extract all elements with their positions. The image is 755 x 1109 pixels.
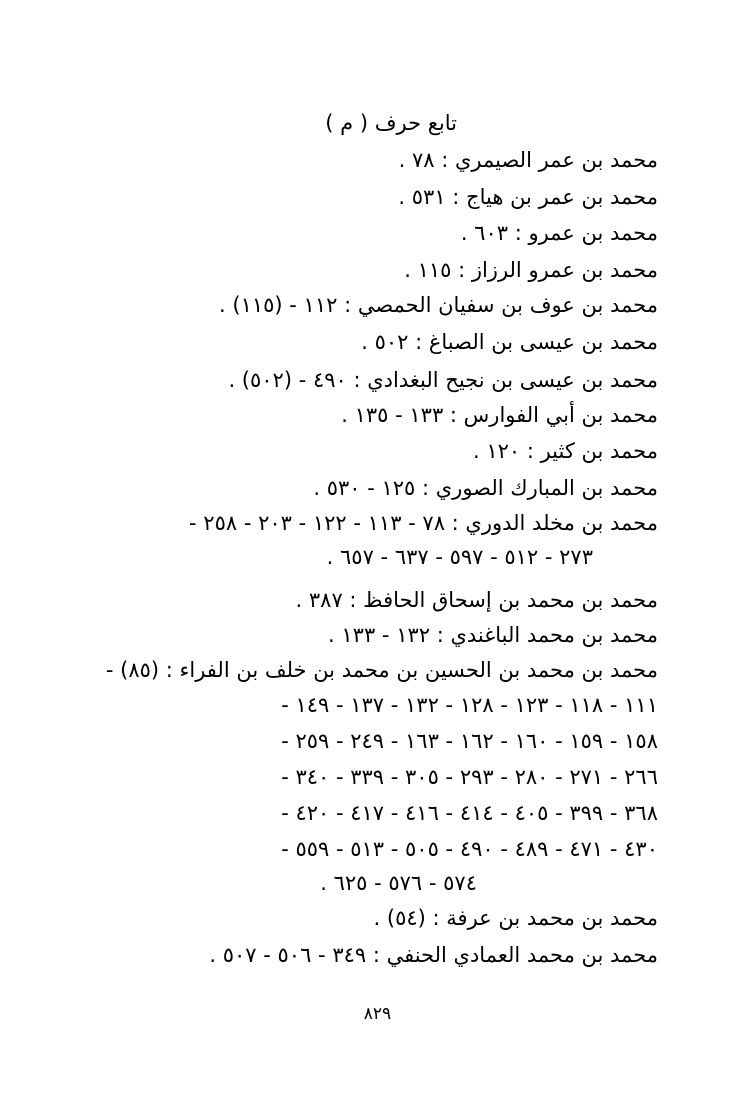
index-entry: محمد بن عيسى بن الصباغ : ٥٠٢ . [361, 330, 658, 354]
index-entry: محمد بن محمد الباغندي : ١٣٢ - ١٣٣ . [328, 623, 658, 647]
index-entry: محمد بن عوف بن سفيان الحمصي : ١١٢ - (١١٥) . [219, 293, 658, 317]
index-entry: محمد بن عمرو : ٦٠٣ . [460, 221, 658, 245]
section-heading: تابع حرف ( م ) [325, 111, 457, 135]
index-entry: محمد بن المبارك الصوري : ١٢٥ - ٥٣٠ . [313, 476, 658, 500]
index-entry: محمد بن عمر الصيمري : ٧٨ . [398, 148, 658, 172]
index-entry: محمد بن عيسى بن نجيح البغدادي : ٤٩٠ - (٥٠٢) . [228, 368, 658, 392]
index-entry-continuation: ٢٦٦ - ٢٧١ - ٢٨٠ - ٢٩٣ - ٣٠٥ - ٣٣٩ - ٣٤٠ - [281, 765, 658, 789]
page-number: ٨٢٩ [363, 1004, 392, 1024]
index-entry: محمد بن محمد بن إسحاق الحافظ : ٣٨٧ . [295, 588, 658, 612]
index-entry-continuation: ٥٧٤ - ٥٧٦ - ٦٢٥ . [320, 871, 477, 895]
index-entry-continuation: ٣٦٨ - ٣٩٩ - ٤٠٥ - ٤١٤ - ٤١٦ - ٤١٧ - ٤٢٠ - [281, 801, 658, 825]
index-entry: محمد بن محمد بن الحسين بن محمد بن خلف بن الفراء : (٨٥) - [105, 658, 658, 682]
index-entry: محمد بن محمد بن عرفة : (٥٤) . [373, 906, 658, 930]
index-entry-continuation: ١١١ - ١١٨ - ١٢٣ - ١٢٨ - ١٣٢ - ١٣٧ - ١٤٩ - [281, 693, 658, 717]
index-entry: محمد بن محمد العمادي الحنفي : ٣٤٩ - ٥٠٦ - ٥٠٧ . [209, 943, 658, 967]
index-entry: محمد بن عمر بن هياج : ٥٣١ . [398, 185, 658, 209]
index-entry-continuation: ٢٧٣ - ٥١٢ - ٥٩٧ - ٦٣٧ - ٦٥٧ . [326, 545, 593, 569]
index-entry: محمد بن مخلد الدوري : ٧٨ - ١١٣ - ١٢٢ - ٢٠٣ - ٢٥٨ - [189, 511, 658, 535]
index-entry: محمد بن عمرو الرزاز : ١١٥ . [404, 258, 658, 282]
index-entry: محمد بن أبي الفوارس : ١٣٣ - ١٣٥ . [341, 403, 658, 427]
index-entry-continuation: ٤٣٠ - ٤٧١ - ٤٨٩ - ٤٩٠ - ٥٠٥ - ٥١٣ - ٥٥٩ - [281, 837, 658, 861]
index-entry: محمد بن كثير : ١٢٠ . [472, 439, 658, 463]
index-entry-continuation: ١٥٨ - ١٥٩ - ١٦٠ - ١٦٢ - ١٦٣ - ٢٤٩ - ٢٥٩ - [281, 729, 658, 753]
